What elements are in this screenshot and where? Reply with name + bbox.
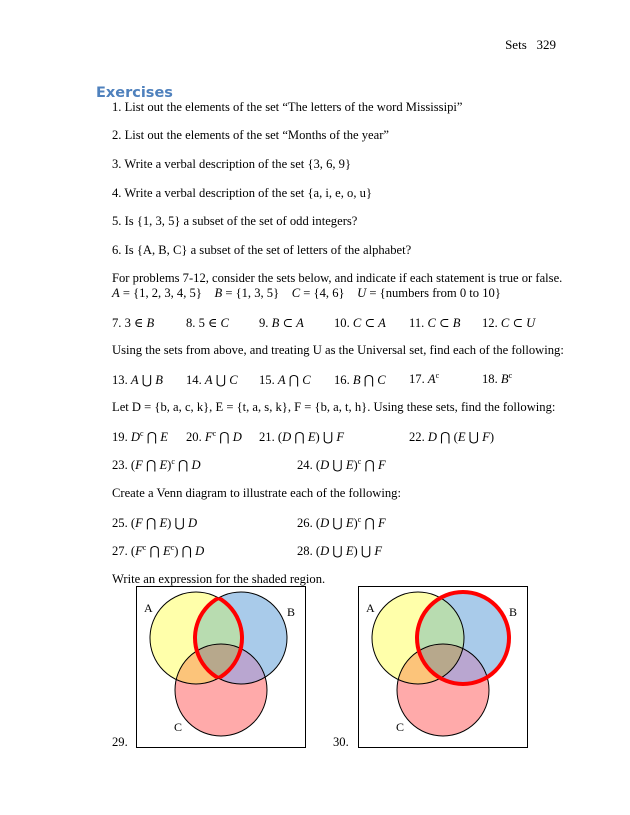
- intro-venn: Create a Venn diagram to illustrate each of the following:: [112, 486, 401, 500]
- set-c-name: C: [291, 286, 301, 300]
- problem-15: 15. A ⋂ C: [259, 373, 311, 387]
- problem-17: 17. $A^c$: [409, 371, 440, 386]
- problem-23: 23. (F ⋂ E)$^c$ ⋂ D: [112, 457, 201, 472]
- label-c: C: [396, 720, 405, 734]
- label-b: B: [287, 605, 296, 619]
- problem-14: 14. A ⋃ C: [186, 373, 238, 387]
- problem-1: 1. List out the elements of the set “The letters of the word Mississipi”: [112, 100, 463, 114]
- problem-13: 13. A ⋃ B: [112, 373, 163, 387]
- problem-16: 16. B ⋂ C: [334, 373, 386, 387]
- set-c-value: = {4, 6}: [300, 286, 345, 300]
- problem-11: 11. C ⊂ B: [409, 316, 461, 330]
- problem-5: 5. Is {1, 3, 5} a subset of the set of odd integers?: [112, 214, 358, 228]
- set-a-value: = {1, 2, 3, 4, 5}: [119, 286, 202, 300]
- set-u-name: U: [357, 286, 367, 300]
- header-section: Sets: [505, 37, 527, 52]
- intro-19-24: Let D = {b, a, c, k}, E = {t, a, s, k}, F = {b, a, t, h}. Using these sets, find the following:: [112, 400, 556, 414]
- sets-definition: [112, 286, 501, 301]
- problem-22: 22. D ⋂ (E ⋃ F): [409, 430, 495, 444]
- intro-7-12: For problems 7-12, consider the sets below, and indicate if each statement is true or false.: [112, 271, 563, 285]
- problem-19: 19. $D^c$ ⋂ E: [112, 429, 168, 444]
- label-a: A: [366, 601, 375, 615]
- set-u-value: = {numbers from 0 to 10}: [366, 286, 501, 300]
- problem-27: 27. ($F^c$ ⋂ $E^c$) ⋂ D: [112, 543, 205, 558]
- problem-10: 10. C ⊂ A: [334, 316, 386, 330]
- problem-8: 8. 5 ∈ C: [186, 316, 229, 330]
- venn-diagram-29: [136, 586, 306, 748]
- section-title: Exercises: [96, 85, 173, 101]
- problem-2: 2. List out the elements of the set “Months of the year”: [112, 128, 389, 142]
- header-page-number: 329: [536, 37, 556, 52]
- problem-12: 12. C ⊂ U: [482, 316, 536, 330]
- intro-shaded: Write an expression for the shaded region.: [112, 572, 326, 586]
- problem-26: 26. (D ⋃ E)$^c$ ⋂ F: [297, 515, 386, 530]
- problem-7: 7. 3 ∈ B: [112, 316, 155, 330]
- problem-9: 9. B ⊂ A: [259, 316, 304, 330]
- problem-20: 20. $F^c$ ⋂ D: [186, 429, 242, 444]
- problem-28: 28. (D ⋃ E) ⋃ F: [297, 544, 383, 558]
- problem-18: 18. $B^c$: [482, 371, 513, 386]
- label-b: B: [509, 605, 518, 619]
- problem-3: 3. Write a verbal description of the set {3, 6, 9}: [112, 157, 352, 171]
- set-b-name: B: [214, 286, 223, 300]
- label-c: C: [174, 720, 183, 734]
- venn-diagram-30: [358, 586, 528, 748]
- problem-6: 6. Is {A, B, C} a subset of the set of letters of the alphabet?: [112, 243, 412, 257]
- problem-24: 24. (D ⋃ E)$^c$ ⋂ F: [297, 457, 386, 472]
- problem-21: 21. (D ⋂ E) ⋃ F: [259, 430, 345, 444]
- problem-4: 4. Write a verbal description of the set {a, i, e, o, u}: [112, 186, 372, 200]
- diagram-30-number: 30.: [333, 735, 349, 749]
- diagram-29-number: 29.: [112, 735, 128, 749]
- running-header: [505, 37, 556, 53]
- problem-25: 25. (F ⋂ E) ⋃ D: [112, 516, 198, 530]
- set-a-name: A: [112, 286, 120, 300]
- intro-13-18: Using the sets from above, and treating U as the Universal set, find each of the following:: [112, 343, 564, 357]
- set-b-value: = {1, 3, 5}: [222, 286, 280, 300]
- label-a: A: [144, 601, 153, 615]
